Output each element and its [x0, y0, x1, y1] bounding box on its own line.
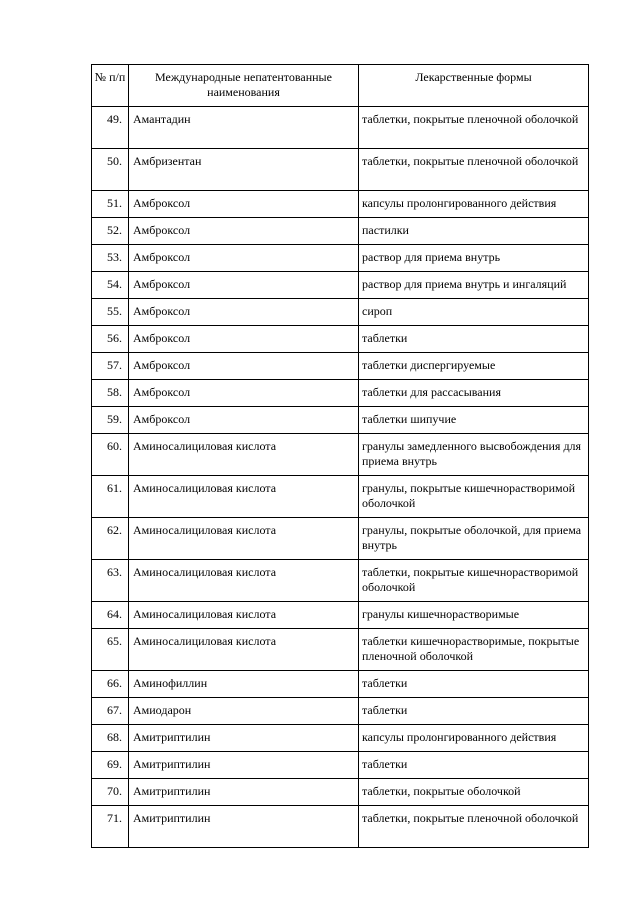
table-row: [92, 326, 589, 353]
row-number: 67.: [92, 698, 129, 725]
table-row: [92, 272, 589, 299]
drug-name: Амитриптилин: [129, 752, 359, 779]
row-number: 61.: [92, 476, 129, 518]
row-number: 70.: [92, 779, 129, 806]
row-number: 64.: [92, 602, 129, 629]
row-number: 53.: [92, 245, 129, 272]
row-number: 69.: [92, 752, 129, 779]
drug-list-table: [91, 64, 589, 848]
table-row: [92, 434, 589, 476]
dosage-form: гранулы замедленного высвобождения для приема внутрь: [359, 434, 589, 476]
dosage-form: таблетки, покрытые пленочной оболочкой: [359, 806, 589, 848]
row-number: 63.: [92, 560, 129, 602]
table-row: [92, 149, 589, 191]
table-row: [92, 191, 589, 218]
drug-name: Амброксол: [129, 299, 359, 326]
drug-name: Амброксол: [129, 218, 359, 245]
row-number: 50.: [92, 149, 129, 191]
table-row: [92, 353, 589, 380]
drug-name: Амитриптилин: [129, 806, 359, 848]
table-row: [92, 779, 589, 806]
dosage-form: таблетки кишечнорастворимые, покрытые пленочной оболочкой: [359, 629, 589, 671]
dosage-form: таблетки: [359, 326, 589, 353]
dosage-form: таблетки, покрытые пленочной оболочкой: [359, 107, 589, 149]
drug-name: Амитриптилин: [129, 779, 359, 806]
table-row: [92, 476, 589, 518]
row-number: 71.: [92, 806, 129, 848]
dosage-form: гранулы, покрытые кишечнорастворимой оболочкой: [359, 476, 589, 518]
drug-name: Аминофиллин: [129, 671, 359, 698]
table-row: [92, 671, 589, 698]
dosage-form: таблетки, покрытые кишечнорастворимой оболочкой: [359, 560, 589, 602]
drug-name: Амиодарон: [129, 698, 359, 725]
table-row: [92, 629, 589, 671]
row-number: 59.: [92, 407, 129, 434]
drug-name: Амантадин: [129, 107, 359, 149]
row-number: 57.: [92, 353, 129, 380]
drug-name: Амитриптилин: [129, 725, 359, 752]
table-row: [92, 107, 589, 149]
row-number: 60.: [92, 434, 129, 476]
drug-name: Аминосалициловая кислота: [129, 518, 359, 560]
table-row: [92, 698, 589, 725]
table-row: [92, 245, 589, 272]
dosage-form: сироп: [359, 299, 589, 326]
dosage-form: таблетки, покрытые пленочной оболочкой: [359, 149, 589, 191]
row-number: 66.: [92, 671, 129, 698]
table-row: [92, 218, 589, 245]
row-number: 65.: [92, 629, 129, 671]
drug-name: Аминосалициловая кислота: [129, 434, 359, 476]
drug-name: Аминосалициловая кислота: [129, 602, 359, 629]
drug-name: Амброксол: [129, 245, 359, 272]
dosage-form: таблетки: [359, 698, 589, 725]
header-number: № п/п: [92, 65, 129, 107]
drug-name: Амброксол: [129, 353, 359, 380]
dosage-form: раствор для приема внутрь и ингаляций: [359, 272, 589, 299]
table-body: [92, 107, 589, 848]
row-number: 58.: [92, 380, 129, 407]
row-number: 62.: [92, 518, 129, 560]
table-row: [92, 602, 589, 629]
drug-name: Амброксол: [129, 326, 359, 353]
dosage-form: таблетки для рассасывания: [359, 380, 589, 407]
dosage-form: гранулы, покрытые оболочкой, для приема внутрь: [359, 518, 589, 560]
table-row: [92, 752, 589, 779]
row-number: 51.: [92, 191, 129, 218]
row-number: 68.: [92, 725, 129, 752]
table-header-row: [92, 65, 589, 107]
drug-name: Амброксол: [129, 380, 359, 407]
table-row: [92, 380, 589, 407]
row-number: 54.: [92, 272, 129, 299]
dosage-form: таблетки, покрытые оболочкой: [359, 779, 589, 806]
dosage-form: гранулы кишечнорастворимые: [359, 602, 589, 629]
drug-name: Амбризентан: [129, 149, 359, 191]
table-row: [92, 299, 589, 326]
table-row: [92, 806, 589, 848]
table-row: [92, 518, 589, 560]
dosage-form: раствор для приема внутрь: [359, 245, 589, 272]
dosage-form: таблетки: [359, 752, 589, 779]
dosage-form: таблетки диспергируемые: [359, 353, 589, 380]
drug-name: Аминосалициловая кислота: [129, 629, 359, 671]
dosage-form: таблетки: [359, 671, 589, 698]
row-number: 52.: [92, 218, 129, 245]
dosage-form: пастилки: [359, 218, 589, 245]
header-dosage-form: Лекарственные формы: [359, 65, 589, 107]
row-number: 56.: [92, 326, 129, 353]
dosage-form: капсулы пролонгированного действия: [359, 191, 589, 218]
table-row: [92, 560, 589, 602]
drug-name: Амброксол: [129, 272, 359, 299]
dosage-form: таблетки шипучие: [359, 407, 589, 434]
table-row: [92, 725, 589, 752]
drug-name: Аминосалициловая кислота: [129, 560, 359, 602]
row-number: 49.: [92, 107, 129, 149]
drug-name: Амброксол: [129, 191, 359, 218]
table-row: [92, 407, 589, 434]
dosage-form: капсулы пролонгированного действия: [359, 725, 589, 752]
drug-name: Аминосалициловая кислота: [129, 476, 359, 518]
row-number: 55.: [92, 299, 129, 326]
header-inn-name: Международные непатентованные наименования: [129, 65, 359, 107]
drug-name: Амброксол: [129, 407, 359, 434]
